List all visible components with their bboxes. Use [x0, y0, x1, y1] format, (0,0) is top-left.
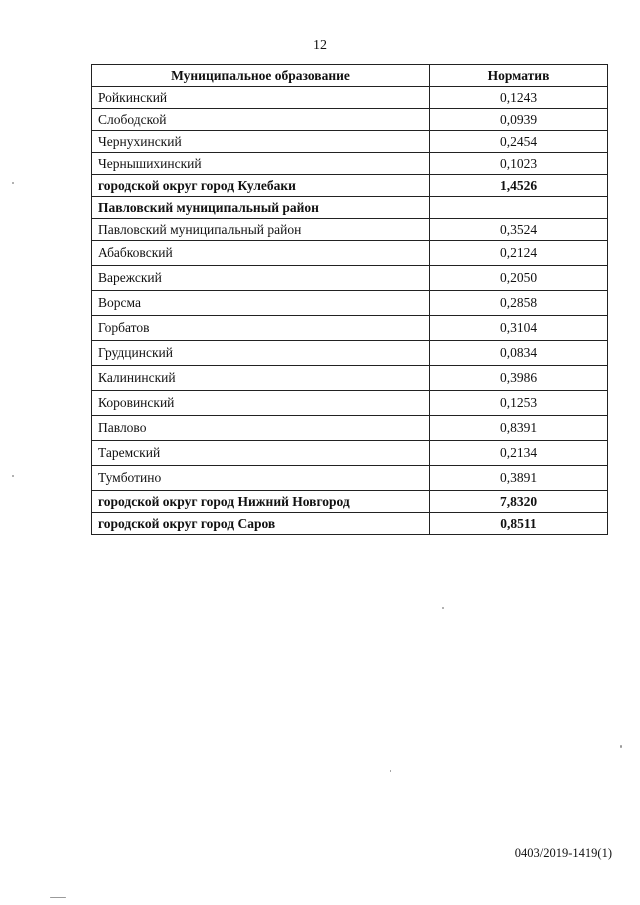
norm-cell: 0,2124	[430, 241, 608, 266]
table-row	[92, 131, 608, 153]
scan-speck	[12, 182, 14, 184]
municipality-cell: Павловский муниципальный район	[92, 197, 430, 219]
table-row	[92, 341, 608, 366]
table-row	[92, 87, 608, 109]
table-row	[92, 197, 608, 219]
municipality-cell: Варежский	[92, 266, 430, 291]
norm-cell: 0,2050	[430, 266, 608, 291]
table-row	[92, 109, 608, 131]
table-row	[92, 366, 608, 391]
norm-cell: 0,0834	[430, 341, 608, 366]
page-number: 12	[313, 38, 327, 53]
municipality-cell: Павлово	[92, 416, 430, 441]
norm-cell: 0,1023	[430, 153, 608, 175]
header-norm: Норматив	[430, 65, 608, 87]
table-row	[92, 241, 608, 266]
municipality-cell: Горбатов	[92, 316, 430, 341]
municipality-cell: Чернышихинский	[92, 153, 430, 175]
table-row	[92, 153, 608, 175]
municipality-cell: Таремский	[92, 441, 430, 466]
municipality-cell: Коровинский	[92, 391, 430, 416]
table-row	[92, 441, 608, 466]
norm-cell: 0,8511	[430, 513, 608, 535]
norm-cell: 7,8320	[430, 491, 608, 513]
norm-cell: 0,2858	[430, 291, 608, 316]
norm-cell	[430, 197, 608, 219]
scan-speck	[390, 770, 391, 772]
municipality-cell: Ворсма	[92, 291, 430, 316]
municipality-cell: Абабковский	[92, 241, 430, 266]
table-row	[92, 175, 608, 197]
scan-speck	[620, 745, 622, 748]
norm-cell: 0,1243	[430, 87, 608, 109]
table-row	[92, 316, 608, 341]
table-row	[92, 266, 608, 291]
municipality-cell: Ройкинский	[92, 87, 430, 109]
header-municipality: Муниципальное образование	[92, 65, 430, 87]
table-row	[92, 416, 608, 441]
municipality-cell: городской округ город Саров	[92, 513, 430, 535]
norm-cell: 0,0939	[430, 109, 608, 131]
table-row	[92, 219, 608, 241]
scan-speck	[12, 475, 14, 477]
norm-cell: 0,3104	[430, 316, 608, 341]
municipality-cell: городской округ город Кулебаки	[92, 175, 430, 197]
norm-cell: 0,3986	[430, 366, 608, 391]
municipality-cell: Калининский	[92, 366, 430, 391]
scan-speck	[50, 897, 66, 898]
table-row	[92, 491, 608, 513]
norm-cell: 0,1253	[430, 391, 608, 416]
table-row	[92, 391, 608, 416]
scan-speck	[442, 607, 444, 609]
table-row	[92, 513, 608, 535]
municipality-cell: Тумботино	[92, 466, 430, 491]
norm-cell: 1,4526	[430, 175, 608, 197]
norm-cell: 0,2134	[430, 441, 608, 466]
table-header-row	[92, 65, 608, 87]
norm-table	[91, 64, 608, 535]
municipality-cell: Чернухинский	[92, 131, 430, 153]
municipality-cell: Павловский муниципальный район	[92, 219, 430, 241]
document-code: 0403/2019-1419(1)	[514, 846, 612, 860]
norm-cell: 0,2454	[430, 131, 608, 153]
norm-cell: 0,8391	[430, 416, 608, 441]
norm-cell: 0,3524	[430, 219, 608, 241]
municipality-cell: Грудцинский	[92, 341, 430, 366]
table-row	[92, 291, 608, 316]
table-row	[92, 466, 608, 491]
municipality-cell: Слободской	[92, 109, 430, 131]
municipality-cell: городской округ город Нижний Новгород	[92, 491, 430, 513]
norm-cell: 0,3891	[430, 466, 608, 491]
